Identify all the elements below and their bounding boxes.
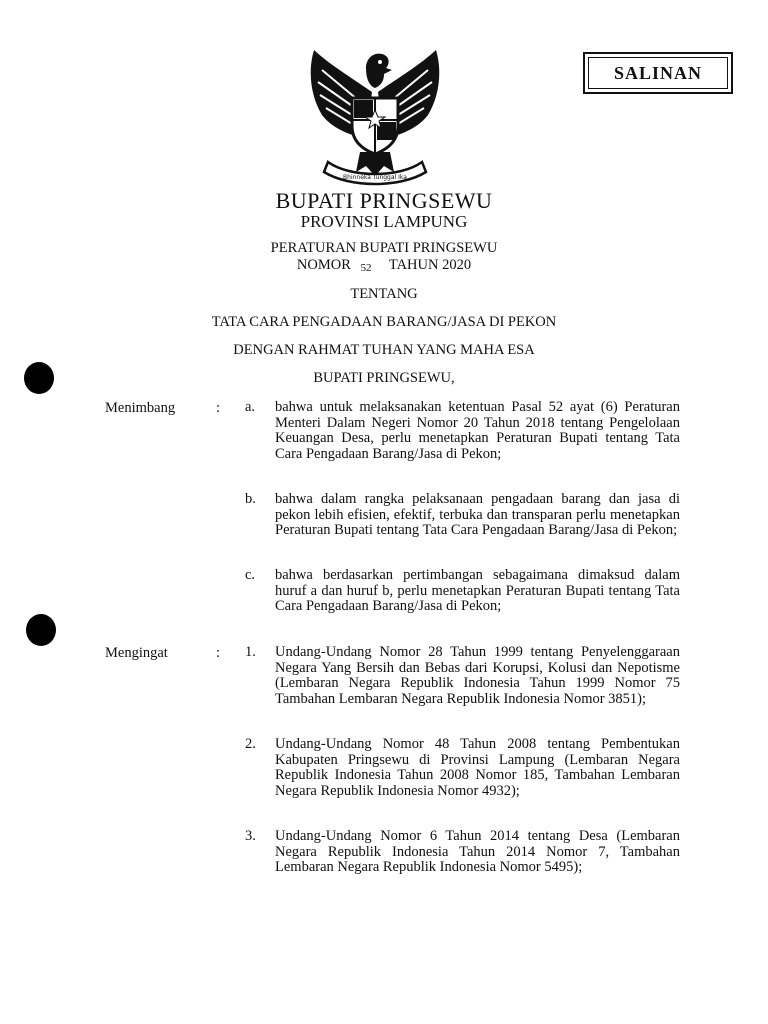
nomor-value: 52 <box>360 262 372 274</box>
item-marker: 2. <box>245 736 256 752</box>
punch-hole-bottom <box>26 614 56 646</box>
regulation-title: PERATURAN BUPATI PRINGSEWU <box>270 240 498 256</box>
regulation-number-line <box>0 257 768 274</box>
document-title: BUPATI PRINGSEWU <box>275 188 493 213</box>
salinan-stamp <box>583 52 733 94</box>
item-text: Undang-Undang Nomor 48 Tahun 2008 tentang Pembentukan Kabupaten Pringsewu di Provinsi Lampung (Lembaran Negara Republik Indonesia Tahun 2008 Nomor 185, Tambahan Lembaran Negara Republik Indonesia Nomor 4932); <box>275 736 680 799</box>
item-text: bahwa berdasarkan pertimbangan sebagaimana dimaksud dalam huruf a dan huruf b, perlu menetapkan Peraturan Bupati tentang Tata Cara Pengadaan Barang/Jasa di Pekon; <box>275 567 680 615</box>
tentang-heading: TENTANG <box>350 286 418 302</box>
item-text: bahwa dalam rangka pelaksanaan pengadaan barang dan jasa di pekon lebih efisien, efektif, terbuka dan transparan perlu menetapkan Peraturan Bupati tentang Tata Cara Pengadaan Barang/Jasa di Pekon; <box>275 491 680 539</box>
mengingat-item-2 <box>245 737 680 799</box>
item-text: bahwa untuk melaksanakan ketentuan Pasal 52 ayat (6) Peraturan Menteri Dalam Negeri Nomor 20 Tahun 2018 tentang Pengelolaan Keuangan Desa, perlu menetapkan Peraturan Bupati tentang Tata Cara Pengadaan Barang/Jasa di Pekon; <box>275 399 680 462</box>
menimbang-label: Menimbang <box>105 400 176 416</box>
mengingat-label: Mengingat <box>105 645 168 661</box>
mengingat-colon: : <box>216 645 221 661</box>
authority-line: BUPATI PRINGSEWU, <box>313 370 455 386</box>
garuda-emblem-icon <box>300 40 450 190</box>
salinan-stamp-label: SALINAN <box>588 57 728 89</box>
mengingat-item-1 <box>245 645 680 707</box>
preamble-line: DENGAN RAHMAT TUHAN YANG MAHA ESA <box>233 342 535 358</box>
item-text: Undang-Undang Nomor 6 Tahun 2014 tentang Desa (Lembaran Negara Republik Indonesia Tahun 2014 Nomor 7, Tambahan Lembaran Negara Republik Indonesia Nomor 5495); <box>275 828 680 876</box>
tahun-label: TAHUN 2020 <box>388 257 472 273</box>
menimbang-item-c <box>245 568 680 615</box>
item-marker: b. <box>245 491 256 507</box>
item-marker: a. <box>245 399 256 415</box>
menimbang-colon: : <box>216 400 221 416</box>
item-marker: 3. <box>245 828 256 844</box>
punch-hole-top <box>24 362 54 394</box>
mengingat-item-3 <box>245 829 680 876</box>
item-marker: 1. <box>245 644 256 660</box>
nomor-label: NOMOR <box>296 257 351 273</box>
menimbang-item-a <box>245 400 680 462</box>
menimbang-item-b <box>245 492 680 539</box>
item-text: Undang-Undang Nomor 28 Tahun 1999 tentang Penyelenggaraan Negara Yang Bersih dan Bebas dari Korupsi, Kolusi dan Nepotisme (Lembaran Negara Republik Indonesia Tahun 1999 Nomor 75 Tambahan Lembaran Negara Republik Indonesia Nomor 3851); <box>275 644 680 707</box>
regulation-subject: TATA CARA PENGADAAN BARANG/JASA DI PEKON <box>211 314 557 330</box>
province-name: PROVINSI LAMPUNG <box>300 212 468 231</box>
item-marker: c. <box>245 567 256 583</box>
emblem-motto: Bhinneka Tunggal Ika <box>343 174 407 181</box>
